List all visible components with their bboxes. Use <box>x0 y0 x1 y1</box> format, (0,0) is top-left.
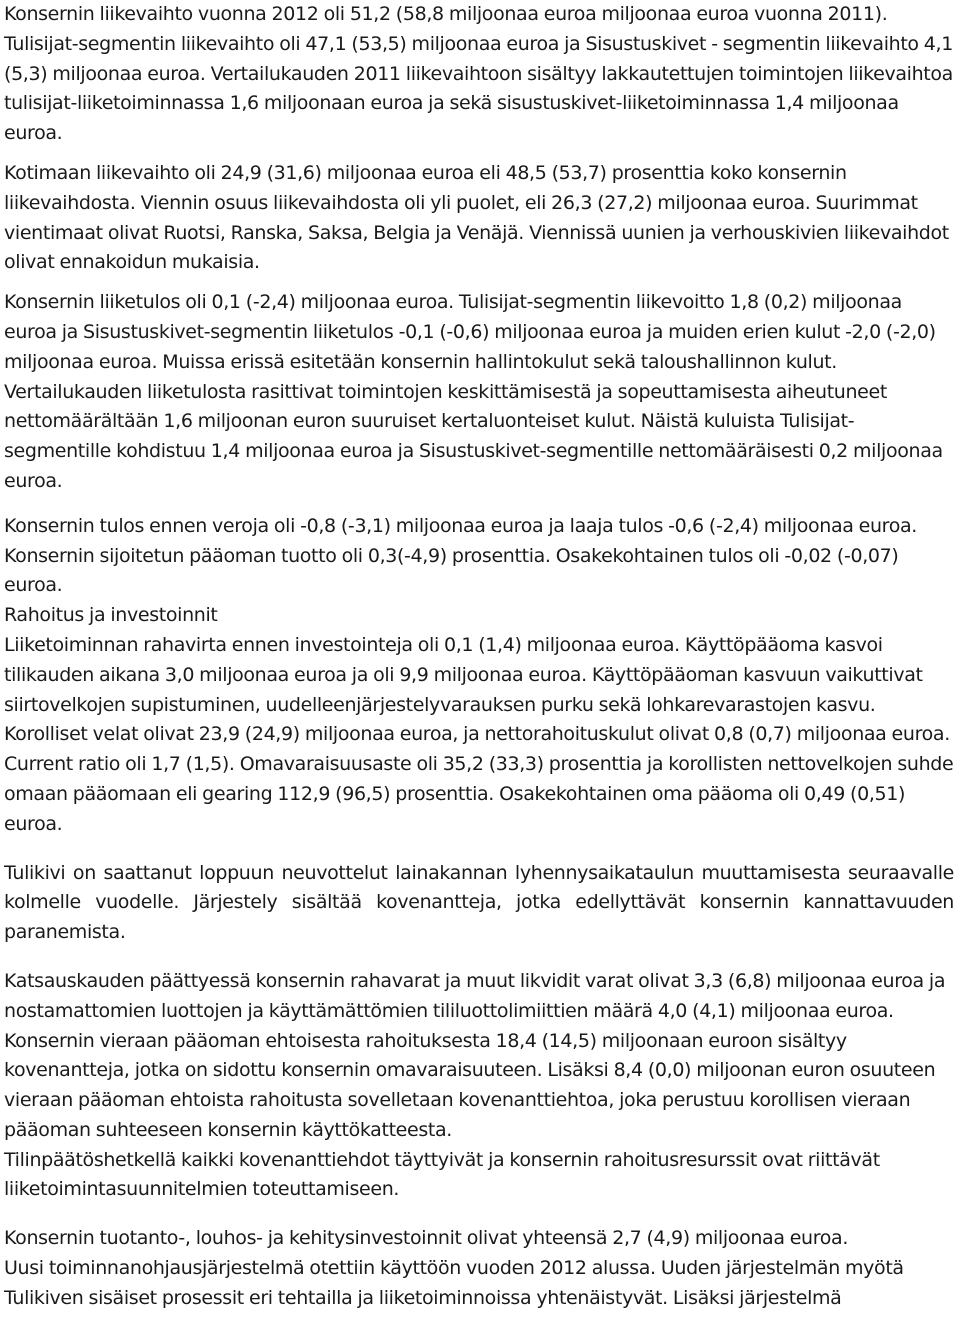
paragraph-covenants: Tilinpäätöshetkellä kaikki kovenanttiehdot täyttyivät ja konsernin rahoitusresurssit ovat riittävät liiketoimintasuunnitelmien toteuttamiseen. <box>4 1148 880 1201</box>
paragraph-operating-result: Konsernin liiketulos oli 0,1 (-2,4) miljoonaa euroa. Tulisijat-segmentin liikevoitto 1,8 (0,2) miljoonaa euroa ja Sisustuskivet-segmentin liiketulos -0,1 (-0,6) miljoonaa euroa ja muiden erien kulut -2,0 (-2,0) miljoonaa euroa. Muissa erissä esitetään konsernin hallintokulut sekä taloushallinnon kulut. Vertailukauden liiketulosta rasittivat toimintojen keskittämisestä ja sopeuttamisesta aiheutuneet nettomäärältään 1,6 miljoonan euron suuruiset kertaluonteiset kulut. Näistä kuluista Tulisijat-segmentille kohdistuu 1,4 miljoonaa euroa ja Sisustuskivet-segmentille nettomääräisesti 0,2 miljoonaa euroa. <box>4 291 943 492</box>
paragraph-cash-flow: Liiketoiminnan rahavirta ennen investointeja oli 0,1 (1,4) miljoonaa euroa. Käyttöpääoma kasvoi tilikauden aikana 3,0 miljoonaa euroa ja oli 9,9 miljoonaa euroa. Käyttöpääoman kasvuun vaikuttivat siirtovelkojen supistuminen, uudelleenjärjestelyvarauksen purku sekä lohkarevarastojen kasvu. Korolliset velat olivat 23,9 (24,9) miljoonaa euroa, ja nettorahoituskulut olivat 0,8 (0,7) miljoonaa euroa. Current ratio oli 1,7 (1,5). Omavaraisuusaste oli 35,2 (33,3) prosenttia ja korollisten nettovelkojen suhde omaan pääomaan eli gearing 112,9 (96,5) prosenttia. Osakekohtainen oma pääoma oli 0,49 (0,51) euroa. <box>4 633 954 835</box>
document-page <box>4 0 954 1314</box>
paragraph-investments: Konsernin tuotanto-, louhos- ja kehitysinvestoinnit olivat yhteensä 2,7 (4,9) miljoonaa euroa. <box>4 1227 849 1250</box>
paragraph-result-before-taxes: Konsernin tulos ennen veroja oli -0,8 (-3,1) miljoonaa euroa ja laaja tulos -0,6 (-2,4) miljoonaa euroa. Konsernin sijoitetun pääoman tuotto oli 0,3(-4,9) prosenttia. Osakekohtainen tulos oli -0,02 (-0,07) euroa. <box>4 514 917 597</box>
paragraph-revenue: Konsernin liikevaihto vuonna 2012 oli 51,2 (58,8 miljoonaa euroa miljoonaa euroa vuonna 2011). Tulisijat-segmentin liikevaihto oli 47,1 (53,5) miljoonaa euroa ja Sisustuskivet - segmentin liikevaihto 4,1 (5,3) miljoonaa euroa. Vertailukauden 2011 liikevaihtoon sisältyy lakkautettujen toimintojen liikevaihtoa tulisijat-liiketoiminnassa 1,6 miljoonaan euroa ja sekä sisustuskivet-liiketoiminnassa 1,4 miljoonaa euroa. <box>4 3 953 145</box>
paragraph-liquidity: Katsauskauden päättyessä konsernin rahavarat ja muut likvidit varat olivat 3,3 (6,8) miljoonaa euroa ja nostamattomien luottojen ja käyttämättömien tililuottolimiittien määrä 4,0 (4,1) miljoonaa euroa. Konsernin vieraan pääoman ehtoisesta rahoituksesta 18,4 (14,5) miljoonaan euroon sisältyy kovenantteja, jotka on sidottu konsernin omavaraisuuteen. Lisäksi 8,4 (0,0) miljoonan euron osuuteen vieraan pääoman ehtoista rahoitusta sovelletaan kovenanttiehtoa, joka perustuu korollisen vieraan pääoman suhteeseen konsernin käyttökatteesta. <box>4 969 946 1141</box>
paragraph-erp-system: Uusi toiminnanohjausjärjestelmä otettiin käyttöön vuoden 2012 alussa. Uuden järjestelmän myötä Tulikiven sisäiset prosessit eri tehtailla ja liiketoiminnoissa yhtenäistyvät. Lisäksi järjestelmä <box>4 1257 904 1309</box>
paragraph-loan-negotiations: Tulikivi on saattanut loppuun neuvottelut lainakannan lyhennysaikataulun muuttamisesta seuraavalle kolmelle vuodelle. Järjestely sisältää kovenantteja, jotka edellyttävät konsernin kannattavuuden paranemista. <box>4 861 954 944</box>
paragraph-domestic-revenue: Kotimaan liikevaihto oli 24,9 (31,6) miljoonaa euroa eli 48,5 (53,7) prosenttia koko konsernin liikevaihdosta. Viennin osuus liikevaihdosta oli yli puolet, eli 26,3 (27,2) miljoonaa euroa. Suurimmat vientimaat olivat Ruotsi, Ranska, Saksa, Belgia ja Venäjä. Viennissä uunien ja verhouskivien liikevaihdot olivat ennakoidun mukaisia. <box>4 161 949 274</box>
section-heading-financing: Rahoitus ja investoinnit <box>4 604 218 627</box>
